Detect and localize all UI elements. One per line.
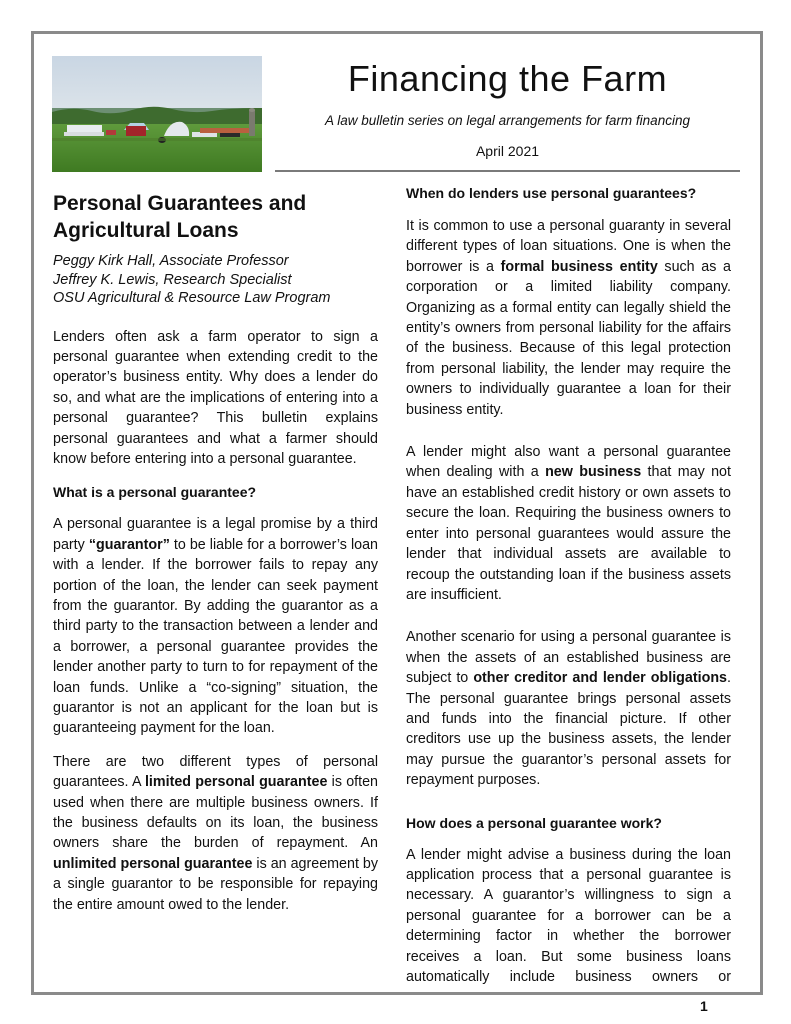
farm-photo bbox=[52, 56, 262, 172]
bold-term-formal-entity: formal business entity bbox=[500, 258, 658, 275]
author-1: Peggy Kirk Hall, Associate Professor bbox=[53, 253, 289, 269]
bold-term-new-business: new business bbox=[545, 464, 642, 481]
bold-term-other-obligations: other creditor and lender obligations bbox=[473, 670, 728, 687]
bold-term-limited: limited personal guarantee bbox=[144, 774, 328, 791]
right-column bbox=[406, 183, 731, 987]
publication-date: April 2021 bbox=[475, 143, 540, 159]
intro-paragraph: Lenders often ask a farm operator to sign a personal guarantee when extending credit to the operator’s business entity. Why does a lender do so, and what are the implications of entering into a personal guarantee? This bulletin explains personal guarantees and what a farmer should know before entering into a personal guarantee. bbox=[53, 328, 378, 467]
text-span: such as a corporation or a limited liability company. Organizing as a formal entity can legally shield the entity’s owners from personal liability for the affairs of the business. Because of this legal protection from personal liability, the lender may require the owners to individually guarantee a loan for their business entity. bbox=[406, 258, 731, 418]
article-title-line2: Agricultural Loans bbox=[53, 219, 239, 242]
section-heading-what: What is a personal guarantee? bbox=[53, 484, 257, 501]
article-title-line1: Personal Guarantees and bbox=[53, 192, 307, 215]
text-span: A lender might also want a personal guarantee when dealing with a bbox=[406, 444, 731, 481]
text-span: It is common to use a personal guaranty in several different types of loan situations. One is when the borrower is a bbox=[406, 218, 731, 275]
bold-term-unlimited: unlimited personal guarantee bbox=[53, 855, 253, 872]
byline bbox=[53, 252, 378, 308]
what-paragraph-2 bbox=[53, 752, 378, 915]
text-span: There are two different types of personal guarantees. A bbox=[53, 753, 378, 791]
publication-subtitle: A law bulletin series on legal arrangements for farm financing bbox=[325, 113, 690, 128]
what-paragraph-1 bbox=[53, 514, 378, 738]
bold-term-guarantor: “guarantor” bbox=[88, 536, 170, 553]
author-2: Jeffrey K. Lewis, Research Specialist bbox=[53, 271, 292, 288]
author-affiliation: OSU Agricultural & Resource Law Program bbox=[53, 290, 331, 306]
left-column bbox=[53, 190, 378, 915]
how-paragraph-1: A lender might advise a business during the loan application process that a personal guarantee is necessary. A guarantor’s willingness to sign a personal guarantee for a borrower can be a determining factor in whether the borrower receives a loan. But some business loans automatically include business owners or bbox=[406, 846, 731, 985]
text-span: to be liable for a borrower’s loan with a lender. If the borrower fails to repay any portion of the loan, the lender can seek payment from the guarantor. By adding the guarantor as a third party to the transaction between a lender and a borrower, a personal guarantee provides the lender another party to turn to for repayment of the loan funds. Unlike a “co-signing” situation, the guarantor is not an applicant for the loan but is guaranteeing payment for the loan. bbox=[53, 536, 378, 737]
text-span: is an agreement by a single guarantor to be responsible for repaying the entire amount owed to the lender. bbox=[53, 855, 378, 913]
article-title bbox=[53, 190, 378, 244]
text-span: . The personal guarantee brings personal assets and funds into the financial picture. If other creditors use up the business assets, the lender may pursue the guarantor’s personal assets for repayment purposes. bbox=[406, 670, 731, 789]
text-span: A personal guarantee is a legal promise by a third party bbox=[53, 516, 378, 553]
page-number: 1 bbox=[700, 998, 708, 1014]
text-span: that may not have an established credit history or own assets to secure the loan. Requiring the business owners to enter into personal guarantees would assure the lender that individual assets are available to recoup the outstanding loan if the business assets are insufficient. bbox=[406, 464, 731, 603]
when-paragraph-3 bbox=[406, 627, 731, 790]
text-span: Another scenario for using a personal guarantee is when the assets of an established business are subject to bbox=[406, 629, 731, 687]
section-heading-how: How does a personal guarantee work? bbox=[406, 814, 662, 831]
when-paragraph-2 bbox=[406, 442, 731, 605]
farm-landscape-image bbox=[52, 56, 262, 172]
when-paragraph-1 bbox=[406, 216, 731, 420]
header-divider bbox=[275, 170, 740, 172]
section-heading-when: When do lenders use personal guarantees? bbox=[406, 185, 697, 201]
text-span: is often used when there are multiple business owners. If the business defaults on its loan, the business owners share the burden of repayment. An bbox=[53, 774, 378, 852]
publication-title: Financing the Farm bbox=[347, 58, 668, 99]
